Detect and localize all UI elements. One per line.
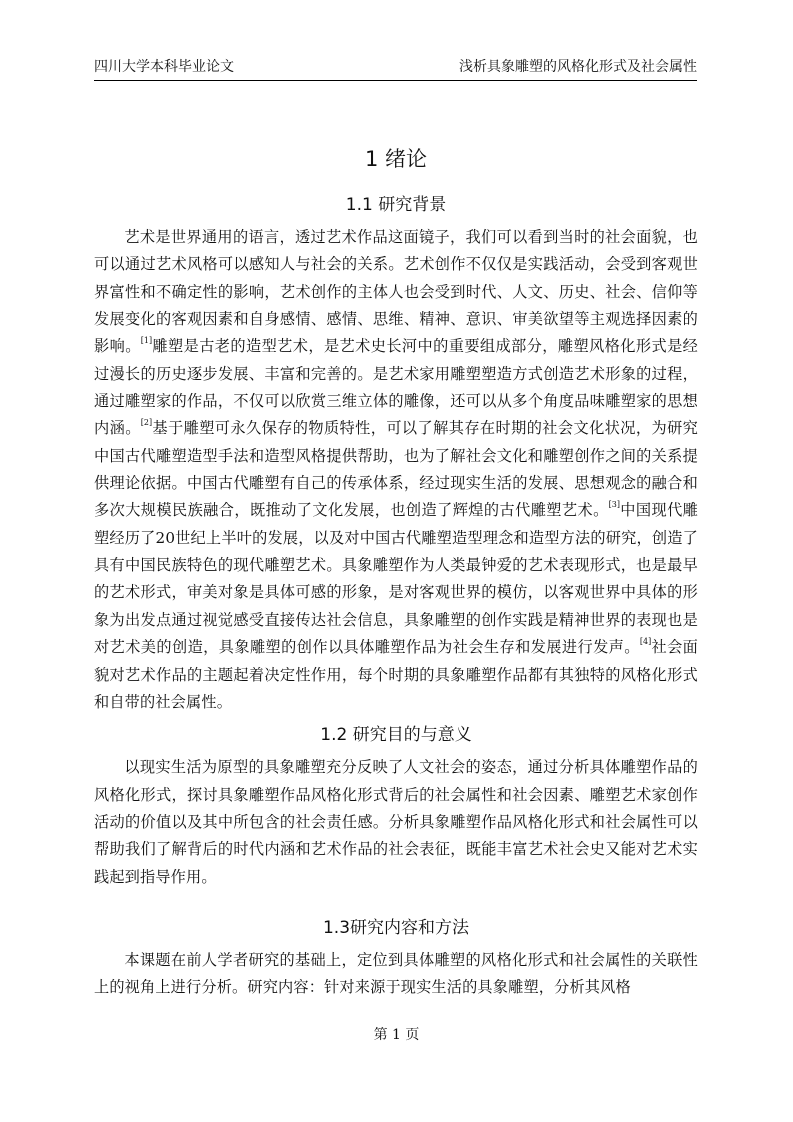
- text-run: 中国现代雕塑经历了20世纪上半叶的发展，以及对中国古代雕塑造型理念和造型方法的研究，创造了具有中国民族特色的现代雕塑艺术。具象雕塑作为人类最钟爱的艺术表现形式，也是最早的艺术形式，审美对象是具体可感的形象，是对客观世界的模仿，以客观世界中具体的形象为出发点通过视觉感受直接传达社会信息，具象雕塑的创作实践是精神世界的表现也是对艺术美的创造，具象雕塑的创作以具体雕塑作品为社会生存和发展进行发声。: [94, 501, 698, 657]
- header-thesis-title: 浅析具象雕塑的风格化形式及社会属性: [459, 59, 697, 75]
- chapter-title: 1 绪论: [364, 147, 428, 171]
- citation-3: [3]: [608, 500, 621, 510]
- text-run: 本课题在前人学者研究的基础上，定位到具体雕塑的风格化形式和社会属性的关联性上的视角上进行分析。研究内容：针对来源于现实生活的具象雕塑，分析其风格: [94, 950, 698, 997]
- page-content: [94, 142, 698, 1002]
- page-number: 第 1 页: [373, 1027, 420, 1043]
- header-university-title: 四川大学本科毕业论文: [94, 59, 234, 75]
- running-header: [94, 56, 697, 81]
- section-title-methods: 1.3研究内容和方法: [322, 917, 470, 938]
- paragraph-background: [94, 224, 698, 716]
- spacer: [94, 891, 698, 909]
- text-run: 艺术是世界通用的语言，透过艺术作品这面镜子，我们可以看到当时的社会面貌，也可以通过艺术风格可以感知人与社会的关系。艺术创作不仅仅是实践活动，会受到客观世界富性和不确定性的影响，艺术创作的主体人也会受到时代、人文、历史、社会、信仰等发展变化的客观因素和自身感情、感情、思维、精神、意识、审美欲望等主观选择因素的影响。: [94, 228, 698, 356]
- paragraph-methods: [94, 947, 698, 1002]
- section-title-background: 1.1 研究背景: [345, 195, 447, 215]
- spacer: [94, 176, 698, 186]
- text-run: 基于雕塑可永久保存的物质特性，可以了解其存在时期的社会文化状况，为研究中国古代雕塑造型手法和造型风格提供帮助，也为了解社会文化和雕塑创作之间的关系提供理论依据。中国古代雕塑有自己的传承体系，经过现实生活的发展、思想观念的融合和多次大规模民族融合，既推动了文化发展，也创造了辉煌的古代雕塑艺术。: [94, 419, 699, 520]
- citation-4: [4]: [639, 637, 652, 647]
- text-run: 以现实生活为原型的具象雕塑充分反映了人文社会的姿态，通过分析具体雕塑作品的风格化形式，探讨具象雕塑作品风格化形式背后的社会属性和社会因素、雕塑艺术家创作活动的价值以及其中所包含的社会责任感。分析具象雕塑作品风格化形式和社会属性可以帮助我们了解背后的时代内涵和艺术作品的社会表征，既能丰富艺术社会史又能对艺术实践起到指导作用。: [94, 758, 698, 886]
- text-run: 雕塑是古老的造型艺术，是艺术史长河中的重要组成部分，雕塑风格化形式是经过漫长的历史逐步发展、丰富和完善的。是艺术家用雕塑塑造方式创造艺术形象的过程，通过雕塑家的作品，不仅可以欣赏三维立体的雕像，还可以从多个角度品味雕塑家的思想内涵。: [94, 337, 699, 438]
- citation-2: [2]: [140, 418, 153, 428]
- text-run: 社会面貌对艺术作品的主题起着决定性作用，每个时期的具象雕塑作品都有其独特的风格化形式和自带的社会属性。: [94, 638, 699, 711]
- citation-1: [1]: [140, 336, 153, 346]
- paragraph-purpose: [94, 754, 698, 891]
- section-title-purpose: 1.2 研究目的与意义: [320, 725, 472, 746]
